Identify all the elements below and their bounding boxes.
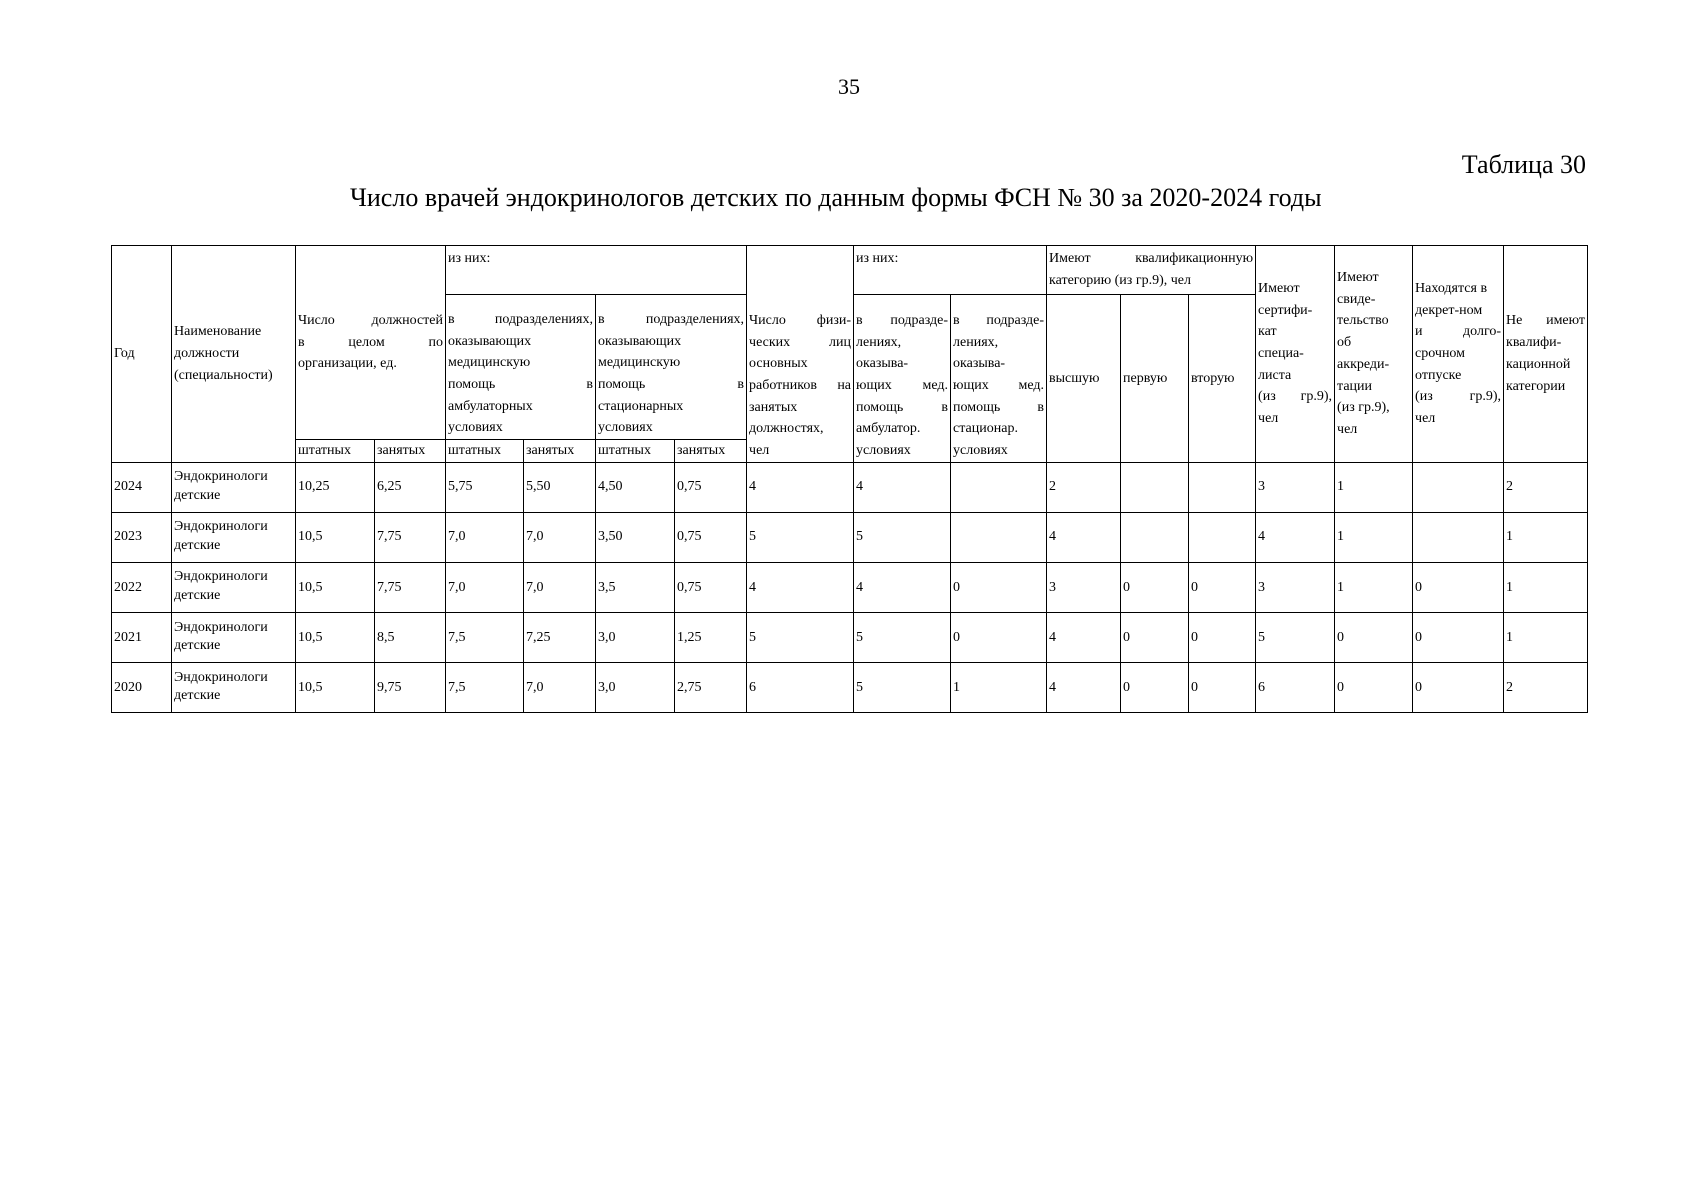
cell-value: 3,0 [596,612,675,662]
cell-value: 10,5 [296,612,375,662]
cell-value: 10,5 [296,512,375,562]
cell-value: 0 [1121,612,1189,662]
cell-value: 0,75 [675,512,747,562]
cell-value: 7,25 [524,612,596,662]
cell-name: Эндокринологи детские [172,612,296,662]
cell-year: 2024 [112,462,172,512]
cell-value: 0 [1413,662,1504,712]
table-body [112,462,1588,712]
cell-value: 1 [1504,612,1588,662]
cell-value: 0 [1189,662,1256,712]
header-occupied: занятых [375,440,446,463]
header-staff: штатных [596,440,675,463]
table-row [112,612,1588,662]
doctors-table [111,245,1588,713]
cell-value: 0 [951,562,1047,612]
table-title: Число врачей эндокринологов детских по данным формы ФСН № 30 за 2020-2024 годы [350,183,1322,212]
cell-value [1121,512,1189,562]
header-second: вторую [1189,295,1256,463]
cell-name: Эндокринологи детские [172,512,296,562]
cell-value: 5 [854,512,951,562]
cell-value [1413,462,1504,512]
cell-value: 1 [1335,462,1413,512]
cell-value: 0 [1413,562,1504,612]
table-row [112,512,1588,562]
cell-name: Эндокринологи детские [172,562,296,612]
cell-value [951,462,1047,512]
cell-value: 2 [1047,462,1121,512]
cell-value: 7,0 [524,662,596,712]
cell-value: 8,5 [375,612,446,662]
cell-value: 5,50 [524,462,596,512]
cell-value: 5,75 [446,462,524,512]
cell-value: 7,75 [375,562,446,612]
header-name: Наименование должности (специальности) [172,246,296,463]
header-positions: Число должностей в целом по организации, ед. [296,246,446,440]
header-of-them-2: из них: [854,246,1047,295]
cell-value: 0 [1413,612,1504,662]
cell-value: 3 [1256,562,1335,612]
cell-value: 5 [1256,612,1335,662]
cell-value: 5 [854,662,951,712]
cell-value: 9,75 [375,662,446,712]
cell-value: 7,5 [446,662,524,712]
header-category: Имеют квалификационную категорию (из гр.9), чел [1047,246,1256,295]
cell-value: 3,50 [596,512,675,562]
cell-value: 1 [1504,562,1588,612]
cell-value: 7,75 [375,512,446,562]
table-label: Таблица 30 [1461,150,1586,179]
header-staff: штатных [296,440,375,463]
cell-value: 0 [1121,562,1189,612]
cell-value: 4,50 [596,462,675,512]
cell-value: 6,25 [375,462,446,512]
cell-value: 6 [1256,662,1335,712]
cell-value [1413,512,1504,562]
cell-value: 3,0 [596,662,675,712]
cell-value: 2 [1504,462,1588,512]
header-of-them: из них: [446,246,747,295]
header-certificate: Имеют сертифи- кат специа- листа (из гр.9), чел [1256,246,1335,463]
cell-value: 0 [1335,612,1413,662]
header-occupied: занятых [524,440,596,463]
cell-value: 1 [951,662,1047,712]
cell-value: 7,0 [446,512,524,562]
cell-value [1189,512,1256,562]
cell-value: 5 [747,512,854,562]
cell-value: 7,0 [524,512,596,562]
header-staff: штатных [446,440,524,463]
cell-value: 4 [747,562,854,612]
cell-year: 2020 [112,662,172,712]
cell-value: 4 [854,462,951,512]
table-row [112,662,1588,712]
cell-value: 0 [1335,662,1413,712]
header-amb-persons: в подразде- лениях, оказыва- ющих мед. помощь в амбулатор. условиях [854,295,951,463]
header-year: Год [112,246,172,463]
cell-value: 10,5 [296,562,375,612]
cell-value: 5 [854,612,951,662]
cell-value: 3,5 [596,562,675,612]
cell-year: 2023 [112,512,172,562]
cell-value: 2,75 [675,662,747,712]
header-leave: Находятся в декрет-ном и долго- срочном отпуске (из гр.9), чел [1413,246,1504,463]
cell-name: Эндокринологи детские [172,662,296,712]
cell-value: 10,5 [296,662,375,712]
cell-value: 4 [747,462,854,512]
cell-value: 1 [1504,512,1588,562]
cell-value: 1 [1335,562,1413,612]
cell-value: 0,75 [675,462,747,512]
cell-value: 4 [1047,612,1121,662]
cell-value: 7,0 [446,562,524,612]
cell-value [1189,462,1256,512]
cell-value: 6 [747,662,854,712]
cell-value: 3 [1256,462,1335,512]
cell-value: 0 [1189,562,1256,612]
cell-value: 5 [747,612,854,662]
header-occupied: занятых [675,440,747,463]
header-first: первую [1121,295,1189,463]
cell-value: 10,25 [296,462,375,512]
header-accreditation: Имеют свиде- тельство об аккреди- тации (из гр.9), чел [1335,246,1413,463]
cell-value: 3 [1047,562,1121,612]
cell-value [1121,462,1189,512]
cell-name: Эндокринологи детские [172,462,296,512]
cell-value: 7,5 [446,612,524,662]
header-highest: высшую [1047,295,1121,463]
cell-value: 1,25 [675,612,747,662]
cell-value: 4 [854,562,951,612]
cell-value: 4 [1047,512,1121,562]
cell-value: 7,0 [524,562,596,612]
cell-year: 2022 [112,562,172,612]
header-stat-persons: в подразде- лениях, оказыва- ющих мед. помощь в стационар. условиях [951,295,1047,463]
cell-value: 0 [951,612,1047,662]
header-stationary: в подразделениях, оказывающих медицинскую помощь в стационарных условиях [596,295,747,440]
header-no-category: Не имеют квалифи- кационной категории [1504,246,1588,463]
cell-value: 4 [1256,512,1335,562]
cell-value: 2 [1504,662,1588,712]
cell-value: 4 [1047,662,1121,712]
cell-value: 0 [1121,662,1189,712]
cell-value: 0,75 [675,562,747,612]
table-row [112,562,1588,612]
page-number: 35 [838,74,860,99]
cell-value: 1 [1335,512,1413,562]
table-row [112,462,1588,512]
header-persons: Число физи- ческих лиц основных работников на занятых должностях, чел [747,246,854,463]
cell-value [951,512,1047,562]
cell-year: 2021 [112,612,172,662]
header-ambulatory: в подразделениях, оказывающих медицинскую помощь в амбулаторных условиях [446,295,596,440]
cell-value: 0 [1189,612,1256,662]
